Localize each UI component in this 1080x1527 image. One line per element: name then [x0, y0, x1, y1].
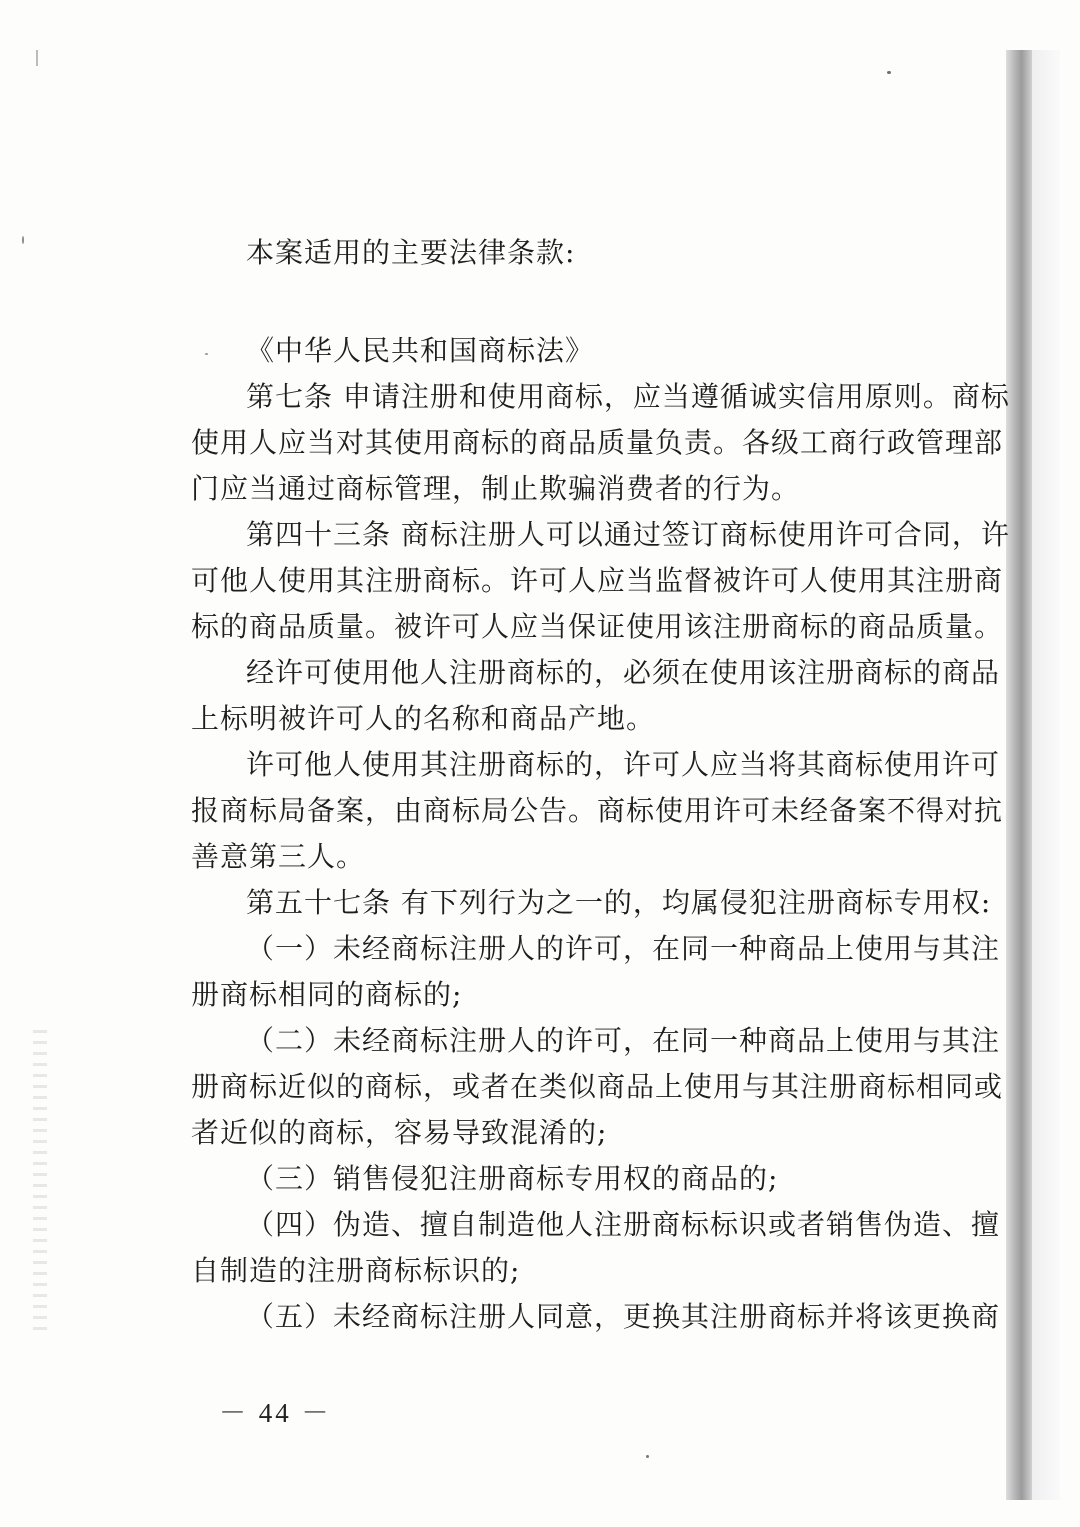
paragraph-line: 经许可使用他人注册商标的，必须在使用该注册商标的商品	[246, 656, 1001, 689]
paragraph-line: 第七条 申请注册和使用商标，应当遵循诚实信用原则。商标	[246, 380, 1010, 413]
page-number: － 44 －	[219, 1398, 332, 1428]
paragraph-line: 标的商品质量。被许可人应当保证使用该注册商标的商品质量。	[191, 610, 1004, 643]
scan-speck	[22, 236, 24, 244]
paragraph-line: 使用人应当对其使用商标的商品质量负责。各级工商行政管理部	[191, 426, 1004, 459]
article-43-para-3	[191, 742, 1004, 880]
paragraph-line: 自制造的注册商标标识的;	[191, 1254, 521, 1287]
paragraph-line: （四）伪造、擅自制造他人注册商标标识或者销售伪造、擅	[246, 1208, 1001, 1241]
article-57-item-4	[191, 1202, 1001, 1294]
paragraph-line: 册商标相同的商标的;	[191, 978, 463, 1011]
paragraph-line: （一）未经商标注册人的许可，在同一种商品上使用与其注	[246, 932, 1001, 965]
paragraph-line: （三）销售侵犯注册商标专用权的商品的;	[246, 1162, 779, 1195]
article-43	[191, 512, 1010, 650]
paragraph-line: 报商标局备案，由商标局公告。商标使用许可未经备案不得对抗	[191, 794, 1004, 827]
paragraph-line: 许可他人使用其注册商标的，许可人应当将其商标使用许可	[246, 748, 1001, 781]
article-57	[191, 880, 992, 926]
paragraph-line: 上标明被许可人的名称和商品产地。	[191, 702, 656, 735]
paragraph-line: 第四十三条 商标注册人可以通过签订商标使用许可合同，许	[246, 518, 1010, 551]
paragraph-line: （五）未经商标注册人同意，更换其注册商标并将该更换商	[246, 1300, 1001, 1333]
scan-speck	[646, 1455, 649, 1458]
paragraph-line: 可他人使用其注册商标。许可人应当监督被许可人使用其注册商	[191, 564, 1004, 597]
paragraph-line: （二）未经商标注册人的许可，在同一种商品上使用与其注	[246, 1024, 1001, 1057]
law-title: 《中华人民共和国商标法》	[246, 334, 595, 367]
article-7	[191, 374, 1010, 512]
document-body	[191, 230, 1010, 1340]
paragraph-line: 门应当通过商标管理，制止欺骗消费者的行为。	[191, 472, 801, 505]
scan-speck	[887, 71, 891, 74]
article-57-item-2	[191, 1018, 1004, 1156]
article-57-item-5	[191, 1294, 1001, 1340]
intro-heading: 本案适用的主要法律条款:	[246, 236, 576, 269]
article-43-para-2	[191, 650, 1001, 742]
scan-edge-shadow	[1006, 50, 1032, 1500]
paragraph-line: 册商标近似的商标，或者在类似商品上使用与其注册商标相同或	[191, 1070, 1004, 1103]
scan-binding-marks	[33, 1030, 47, 1330]
paragraph-line: 善意第三人。	[191, 840, 366, 873]
article-57-item-3	[191, 1156, 955, 1202]
scan-mark	[36, 50, 38, 66]
scan-edge-highlight	[1032, 50, 1060, 1500]
article-57-item-1	[191, 926, 1001, 1018]
paragraph-line: 者近似的商标，容易导致混淆的;	[191, 1116, 608, 1149]
paragraph-line: 第五十七条 有下列行为之一的，均属侵犯注册商标专用权:	[246, 886, 992, 919]
